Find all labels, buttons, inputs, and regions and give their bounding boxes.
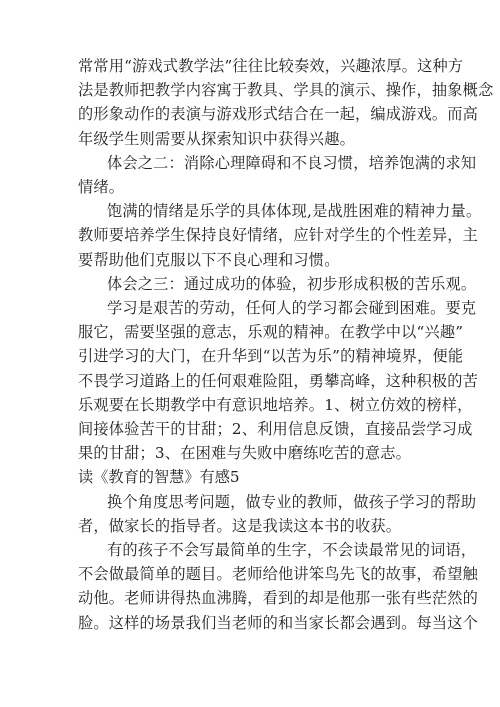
text-line: 情绪。 [78, 178, 125, 197]
text-line: 乐观要在长期教学中有意识地培养。1、树立仿效的榜样， [78, 395, 473, 414]
text-line: 服它，需要坚强的意志，乐观的精神。在教学中以“兴趣” [78, 323, 464, 342]
text-line: 年级学生则需要从探索知识中获得兴趣。 [78, 129, 355, 148]
text-line: 有的孩子不会写最简单的生字，不会读最常见的词语， [107, 541, 477, 560]
text-line: 引进学习的大门，在升华到“以苦为乐”的精神境界，便能 [78, 347, 464, 366]
text-line: 不畏学习道路上的任何艰难险阻，勇攀高峰，这种积极的苦 [78, 371, 479, 390]
text-line: 果的甘甜；3、在困难与失败中磨练吃苦的意志。 [78, 444, 412, 463]
text-line: 间接体验苦干的甘甜；2、利用信息反馈，直接品尝学习成 [78, 420, 473, 439]
paragraph-heading: 体会之二：消除心理障碍和不良习惯，培养饱满的求知 [107, 153, 477, 172]
text-line: 饱满的情绪是乐学的具体体现,是战胜困难的精神力量。 [107, 202, 482, 221]
text-line: 学习是艰苦的劳动，任何人的学习都会碰到困难。要克 [107, 299, 477, 318]
text-line: 的形象动作的表演与游戏形式结合在一起，编成游戏。而高 [78, 105, 479, 124]
paragraph-heading: 体会之三：通过成功的体验，初步形成积极的苦乐观。 [107, 274, 477, 293]
text-line: 常常用“游戏式教学法”往往比较奏效，兴趣浓厚。这种方 [78, 57, 464, 75]
text-line: 不会做最简单的题目。老师给他讲笨鸟先飞的故事，希望触 [78, 565, 479, 584]
text-line: 动他。老师讲得热血沸腾，看到的却是他那一张有些茫然的 [78, 589, 479, 608]
text-line: 教师要培养学生保持良好情绪，应针对学生的个性差异，主 [78, 226, 479, 245]
text-line: 要帮助他们克服以下不良心理和习惯。 [78, 250, 340, 269]
section-title: 读《教育的智慧》有感5 [78, 468, 240, 487]
text-line: 者，做家长的指导者。这是我读这本书的收获。 [78, 516, 402, 535]
text-line: 脸。这样的场景我们当老师的和当家长都会遇到。每当这个 [78, 613, 479, 632]
document-page [78, 54, 494, 635]
text-line: 法是教师把教学内容寓于教具、学具的演示、操作，抽象概念 [78, 81, 494, 100]
text-line: 换个角度思考问题，做专业的教师，做孩子学习的帮助 [107, 492, 477, 511]
